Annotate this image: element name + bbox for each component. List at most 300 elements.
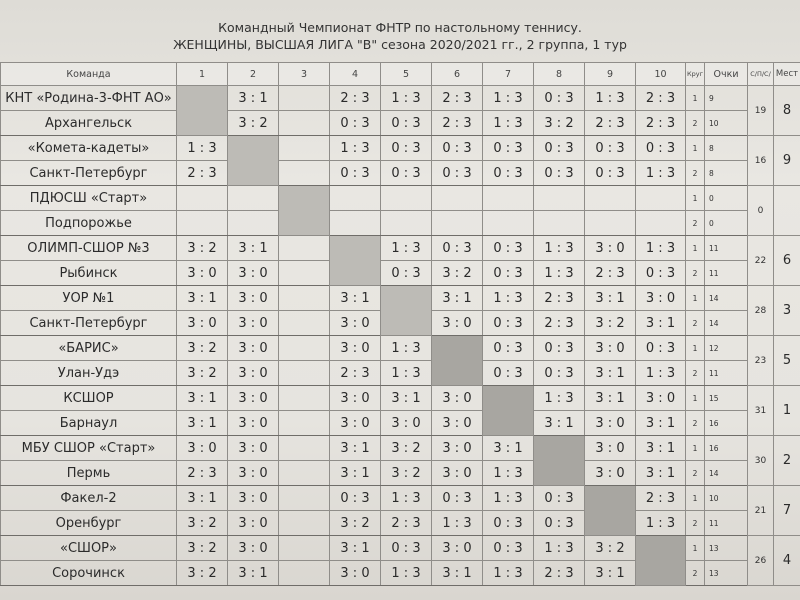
team-city: Рыбинск [1,261,177,286]
score-cell [381,386,432,411]
team-name: КСШОР [1,386,177,411]
score-cell [381,261,432,286]
round-number: 1 [686,436,705,461]
score-value: 1 : 3 [391,240,421,256]
score-value: 3 : 1 [645,440,676,456]
team-place: 1 [774,386,800,436]
total-points: 31 [748,386,774,436]
header-col-7: 7 [483,63,534,86]
score-cell [177,386,228,411]
score-cell [483,161,534,186]
self-cell [177,86,228,136]
team-row-bottom [1,511,800,536]
score-cell [534,261,585,286]
score-value: 0 : 3 [442,165,472,181]
score-value: 1 : 3 [391,490,421,506]
score-value: 3 : 0 [645,390,676,406]
score-value: 2 : 3 [187,165,217,181]
round-points: 13 [705,561,748,586]
score-value: 3 : 0 [645,290,676,306]
header-col-9: 9 [585,63,636,86]
score-cell [177,236,228,261]
team-row-top [1,336,800,361]
score-value: 3 : 1 [645,315,676,331]
round-points: 11 [705,261,748,286]
score-cell [585,261,636,286]
score-cell [432,136,483,161]
team-row-bottom [1,161,800,186]
team-place: 2 [774,436,800,486]
score-value: 3 : 1 [340,465,370,481]
score-cell [432,286,483,311]
score-value: 3 : 0 [442,315,472,331]
score-value: 3 : 2 [187,565,217,581]
team-place: 7 [774,486,800,536]
round-number: 1 [686,286,705,311]
score-value: 3 : 0 [340,340,370,356]
score-cell [177,336,228,361]
score-cell [432,411,483,436]
score-cell [279,561,330,586]
score-value: 3 : 0 [442,465,472,481]
score-cell [177,511,228,536]
score-cell [279,361,330,386]
score-cell [279,136,330,161]
team-place: 3 [774,286,800,336]
score-value: 2 : 3 [595,265,625,281]
score-value: 3 : 1 [645,465,676,481]
score-value: 3 : 0 [187,440,217,456]
score-cell [432,211,483,236]
team-name: «БАРИС» [1,336,177,361]
team-name: ПДЮСШ «Старт» [1,186,177,211]
score-value: 3 : 1 [187,490,217,506]
score-cell [228,111,279,136]
score-cell [279,536,330,561]
score-value: 1 : 3 [391,365,421,381]
score-cell [381,336,432,361]
score-cell [585,536,636,561]
round-number: 2 [686,561,705,586]
team-place: 6 [774,236,800,286]
score-cell [636,361,686,386]
team-row-bottom [1,411,800,436]
score-value: 3 : 1 [391,390,421,406]
round-points: 13 [705,536,748,561]
score-cell [585,411,636,436]
score-cell [177,561,228,586]
round-number: 2 [686,261,705,286]
score-value: 3 : 0 [238,365,268,381]
score-cell [636,86,686,111]
header-place: Мест [774,63,800,86]
score-cell [381,86,432,111]
score-value: 0 : 3 [493,515,523,531]
score-value: 0 : 3 [544,90,574,106]
score-value: 3 : 0 [238,390,268,406]
round-number: 2 [686,111,705,136]
score-cell [279,86,330,111]
score-cell [432,311,483,336]
score-value: 3 : 0 [595,415,625,431]
score-value: 0 : 3 [493,340,523,356]
score-cell [534,411,585,436]
score-cell [228,436,279,461]
score-cell [330,111,381,136]
header-col-6: 6 [432,63,483,86]
score-cell [330,486,381,511]
score-value: 3 : 0 [442,540,472,556]
round-points: 0 [705,211,748,236]
score-value: 1 : 3 [442,515,472,531]
score-value: 0 : 3 [340,490,370,506]
score-cell [585,286,636,311]
score-cell [177,186,228,211]
score-value: 3 : 0 [238,440,268,456]
score-cell [279,236,330,261]
score-cell [228,461,279,486]
score-cell [228,261,279,286]
score-cell [483,486,534,511]
score-value: 2 : 3 [340,90,370,106]
score-value: 0 : 3 [595,140,625,156]
score-value: 3 : 0 [238,315,268,331]
score-value: 2 : 3 [645,115,676,131]
score-cell [534,136,585,161]
score-cell [534,361,585,386]
round-number: 2 [686,511,705,536]
score-value: 3 : 1 [595,290,625,306]
score-cell [534,86,585,111]
score-cell [534,111,585,136]
round-points: 8 [705,136,748,161]
score-value: 3 : 2 [442,265,472,281]
score-value: 0 : 3 [493,315,523,331]
team-city: Санкт-Петербург [1,161,177,186]
score-value: 1 : 3 [493,90,523,106]
score-value: 3 : 2 [187,340,217,356]
score-value: 1 : 3 [645,240,676,256]
score-cell [534,286,585,311]
score-cell [534,486,585,511]
score-cell [483,311,534,336]
score-value: 1 : 3 [493,465,523,481]
score-cell [585,561,636,586]
score-cell [636,261,686,286]
score-cell [585,361,636,386]
header-col-5: 5 [381,63,432,86]
round-number: 2 [686,361,705,386]
score-cell [381,161,432,186]
score-cell [585,186,636,211]
score-value: 3 : 1 [238,90,268,106]
score-value: 3 : 0 [238,490,268,506]
score-value: 0 : 3 [391,115,421,131]
score-cell [177,211,228,236]
score-value: 2 : 3 [645,90,676,106]
score-value: 3 : 0 [391,415,421,431]
score-value: 3 : 1 [493,440,523,456]
score-value: 3 : 0 [238,465,268,481]
self-cell [534,436,585,486]
score-cell [432,261,483,286]
team-place: 4 [774,536,800,586]
score-value: 3 : 1 [442,290,472,306]
score-cell [585,336,636,361]
score-cell [381,511,432,536]
header-row [1,63,800,86]
score-value: 3 : 1 [238,240,268,256]
score-cell [381,486,432,511]
score-value: 1 : 3 [493,115,523,131]
score-cell [636,211,686,236]
score-cell [177,136,228,161]
score-value: 3 : 0 [238,290,268,306]
team-place: 8 [774,86,800,136]
round-points: 11 [705,236,748,261]
score-value: 1 : 3 [493,565,523,581]
score-cell [330,336,381,361]
score-value: 3 : 2 [391,440,421,456]
round-number: 1 [686,236,705,261]
self-cell [636,536,686,586]
score-value: 0 : 3 [544,490,574,506]
score-cell [585,311,636,336]
score-value: 3 : 1 [238,565,268,581]
score-cell [432,161,483,186]
score-value: 3 : 0 [187,265,217,281]
score-cell [330,136,381,161]
score-cell [177,486,228,511]
score-cell [483,536,534,561]
round-number: 1 [686,486,705,511]
team-row-top [1,236,800,261]
score-cell [177,461,228,486]
score-cell [636,411,686,436]
header-col-3: 3 [279,63,330,86]
team-city: Барнаул [1,411,177,436]
score-value: 0 : 3 [391,165,421,181]
header-col-1: 1 [177,63,228,86]
score-cell [483,86,534,111]
team-row-bottom [1,111,800,136]
score-cell [228,186,279,211]
score-value: 1 : 3 [493,290,523,306]
team-name: КНТ «Родина-3-ФНТ АО» [1,86,177,111]
score-value: 3 : 0 [595,465,625,481]
score-cell [636,186,686,211]
score-cell [228,211,279,236]
score-cell [279,386,330,411]
score-value: 3 : 1 [340,540,370,556]
score-value: 1 : 3 [340,140,370,156]
score-value: 3 : 2 [187,365,217,381]
score-value: 3 : 2 [391,465,421,481]
score-cell [279,511,330,536]
score-cell [585,386,636,411]
score-cell [534,311,585,336]
score-cell [228,286,279,311]
score-value: 1 : 3 [595,90,625,106]
score-cell [330,161,381,186]
total-points: 28 [748,286,774,336]
header-team: Команда [1,63,177,86]
score-value: 3 : 1 [187,390,217,406]
team-city: Архангельск [1,111,177,136]
round-number: 1 [686,536,705,561]
score-cell [381,561,432,586]
score-value: 3 : 2 [340,515,370,531]
score-cell [432,186,483,211]
score-cell [483,436,534,461]
score-value: 3 : 2 [187,240,217,256]
score-cell [330,386,381,411]
score-cell [636,136,686,161]
round-points: 12 [705,336,748,361]
score-value: 1 : 3 [645,165,676,181]
team-place: 9 [774,136,800,186]
score-cell [381,111,432,136]
results-body [1,86,800,586]
self-cell [585,486,636,536]
score-value: 0 : 3 [391,140,421,156]
score-value: 3 : 1 [595,565,625,581]
score-cell [279,461,330,486]
score-cell [228,411,279,436]
round-number: 1 [686,136,705,161]
score-cell [279,311,330,336]
score-cell [177,261,228,286]
round-points: 14 [705,461,748,486]
score-value: 0 : 3 [493,240,523,256]
header-col-10: 10 [636,63,686,86]
score-cell [534,561,585,586]
score-cell [381,186,432,211]
score-cell [177,436,228,461]
score-cell [330,561,381,586]
team-name: ОЛИМП-СШОР №3 [1,236,177,261]
team-row-bottom [1,211,800,236]
score-value: 2 : 3 [645,490,676,506]
score-cell [636,236,686,261]
score-value: 3 : 1 [544,415,574,431]
score-value: 3 : 0 [442,415,472,431]
score-cell [330,211,381,236]
score-cell [381,361,432,386]
team-row-bottom [1,361,800,386]
score-value: 3 : 0 [238,340,268,356]
score-value: 3 : 0 [595,340,625,356]
self-cell [432,336,483,386]
score-cell [636,111,686,136]
team-row-top [1,136,800,161]
score-value: 1 : 3 [391,90,421,106]
score-cell [483,236,534,261]
score-value: 3 : 0 [595,240,625,256]
team-row-top [1,536,800,561]
score-value: 1 : 3 [391,565,421,581]
score-cell [636,161,686,186]
score-cell [534,186,585,211]
score-cell [636,436,686,461]
team-row-bottom [1,261,800,286]
score-cell [585,161,636,186]
score-value: 0 : 3 [391,540,421,556]
score-cell [483,186,534,211]
score-cell [636,486,686,511]
score-value: 0 : 3 [442,490,472,506]
score-cell [585,136,636,161]
score-value: 0 : 3 [391,265,421,281]
score-cell [432,461,483,486]
score-value: 0 : 3 [595,165,625,181]
score-cell [279,161,330,186]
score-cell [228,311,279,336]
score-cell [381,536,432,561]
team-row-top [1,286,800,311]
score-cell [432,86,483,111]
score-value: 0 : 3 [493,265,523,281]
total-points: 26 [748,536,774,586]
self-cell [381,286,432,336]
score-cell [330,436,381,461]
self-cell [279,186,330,236]
team-place: 5 [774,336,800,386]
team-name: «СШОР» [1,536,177,561]
header-col-4: 4 [330,63,381,86]
score-cell [432,111,483,136]
team-city: Санкт-Петербург [1,311,177,336]
score-value: 3 : 1 [187,290,217,306]
score-value: 3 : 0 [238,265,268,281]
score-cell [228,236,279,261]
round-points: 14 [705,311,748,336]
score-cell [432,386,483,411]
team-city: Подпорожье [1,211,177,236]
score-cell [432,561,483,586]
score-value: 0 : 3 [493,365,523,381]
score-cell [228,511,279,536]
score-cell [330,286,381,311]
score-cell [534,536,585,561]
total-points: 30 [748,436,774,486]
score-value: 3 : 2 [595,540,625,556]
round-points: 8 [705,161,748,186]
self-cell [483,386,534,436]
score-value: 3 : 0 [442,390,472,406]
score-value: 3 : 0 [238,540,268,556]
team-name: «Комета-кадеты» [1,136,177,161]
score-cell [381,411,432,436]
score-cell [177,361,228,386]
round-points: 15 [705,386,748,411]
score-cell [279,286,330,311]
round-points: 0 [705,186,748,211]
score-value: 3 : 2 [187,540,217,556]
score-value: 0 : 3 [645,265,676,281]
score-value: 2 : 3 [595,115,625,131]
score-value: 3 : 1 [442,565,472,581]
score-cell [432,236,483,261]
score-value: 3 : 0 [595,440,625,456]
score-value: 0 : 3 [493,140,523,156]
score-value: 0 : 3 [544,165,574,181]
total-points: 16 [748,136,774,186]
total-points: 0 [748,186,774,236]
team-row-top [1,186,800,211]
score-value: 0 : 3 [442,140,472,156]
team-row-top [1,486,800,511]
